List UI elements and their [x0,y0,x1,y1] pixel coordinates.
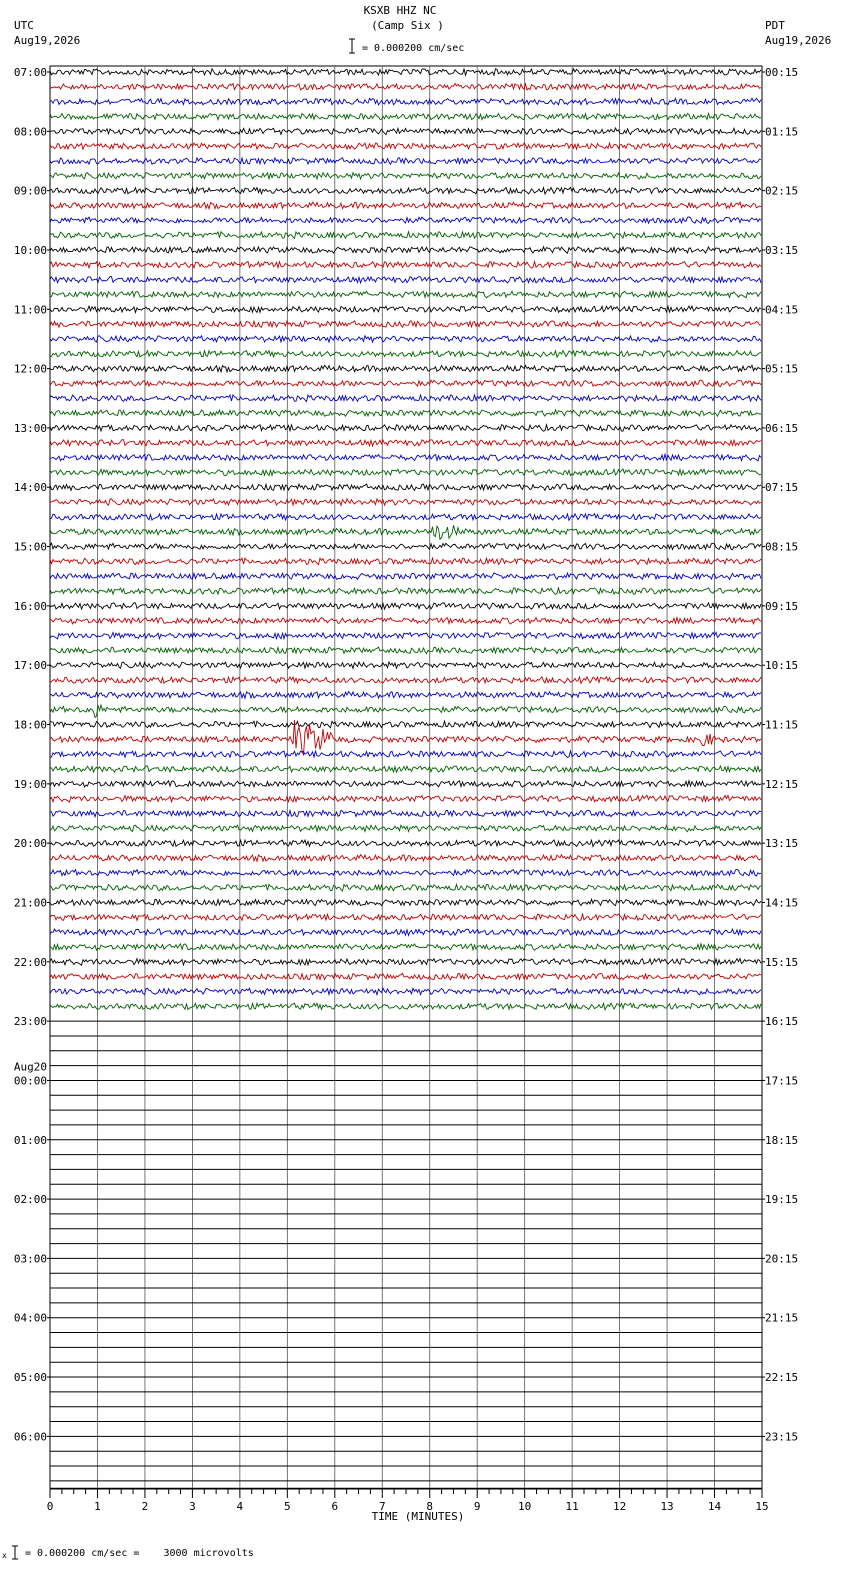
x-tick-label: 12 [612,1500,627,1513]
left-hour-label: 08:00 [13,125,47,139]
right-hour-label: 17:15 [765,1074,799,1088]
right-date: Aug19,2026 [765,34,832,47]
x-tick-label: 2 [141,1500,149,1513]
trace-line [50,351,761,358]
trace-line [50,84,761,90]
x-tick-label: 13 [660,1500,674,1513]
left-hour-label: 09:00 [13,184,47,198]
right-hour-label: 19:15 [765,1193,799,1207]
left-hour-label: 14:00 [13,481,47,495]
left-date-label: Aug20 [13,1060,47,1074]
trace-line [50,603,761,609]
right-hour-label: 07:15 [765,481,799,495]
left-hour-label: 11:00 [13,303,47,317]
left-hour-label: 22:00 [13,955,47,969]
left-hour-label: 12:00 [13,362,47,376]
trace-line [50,440,761,446]
trace-line [50,855,761,862]
trace-line [50,469,761,476]
trace-line [50,662,761,669]
trace-line [50,899,761,905]
trace-line [50,944,761,950]
left-hour-label: 20:00 [13,837,47,851]
trace-line [50,98,761,105]
right-hour-label: 16:15 [765,1015,799,1029]
x-tick-label: 7 [378,1500,386,1513]
left-hour-label: 06:00 [13,1430,47,1444]
svg-text:x: x [2,1551,7,1560]
x-tick-label: 8 [426,1500,434,1513]
trace-line [50,588,761,594]
x-tick-label: 15 [755,1500,769,1513]
right-hour-label: 22:15 [765,1371,799,1385]
trace-line [50,781,761,787]
trace-line [50,720,761,755]
trace-line [50,247,761,253]
trace-line [50,721,761,728]
trace-line [50,884,761,891]
trace-line [50,647,761,654]
trace-line [50,825,761,831]
footer-scale-label: = 0.000200 cm/sec = 3000 microvolts [25,1548,254,1559]
trace-line [50,128,761,135]
trace-line [50,558,761,565]
left-hour-label: 21:00 [13,896,47,910]
right-hour-label: 14:15 [765,896,799,910]
x-tick-label: 9 [473,1500,481,1513]
trace-line [50,336,761,342]
x-tick-label: 14 [707,1500,722,1513]
trace-line [50,973,761,979]
trace-line [50,277,761,283]
left-hour-label: 16:00 [13,599,47,613]
x-axis-label: TIME (MINUTES) [371,1510,465,1523]
trace-line [50,454,761,461]
time-axis-ticks [47,1489,769,1523]
right-hour-label: 13:15 [765,837,799,851]
trace-line [50,499,761,506]
trace-line [50,1003,761,1010]
x-tick-label: 6 [331,1500,339,1513]
trace-line [50,573,761,579]
left-hour-label: 15:00 [13,540,47,554]
right-hour-label: 23:15 [765,1430,799,1444]
trace-line [50,217,761,224]
trace-line [50,525,761,539]
trace-line [50,705,761,717]
trace-line [50,751,761,758]
footer-scale-bar-icon [2,1546,18,1560]
trace-line [50,173,761,180]
trace-lines [50,69,762,1481]
trace-line [50,618,761,624]
right-hour-label: 04:15 [765,303,799,317]
trace-line [50,914,761,921]
trace-line [50,380,761,387]
trace-line [50,321,761,327]
trace-line [50,306,761,313]
station-title: KSXB HHZ NC [363,4,437,17]
left-hour-label: 03:00 [13,1252,47,1266]
left-hour-label: 19:00 [13,777,47,791]
right-hour-label: 08:15 [765,540,799,554]
right-hour-label: 00:15 [765,66,799,79]
trace-line [50,484,761,490]
right-hour-label: 18:15 [765,1133,799,1147]
trace-line [50,158,761,165]
trace-line [50,291,761,298]
right-hour-label: 20:15 [765,1252,799,1266]
trace-line [50,632,761,639]
hour-labels [14,66,798,1443]
x-tick-label: 11 [565,1500,579,1513]
trace-line [50,425,761,432]
left-hour-label: 02:00 [13,1193,47,1207]
left-hour-label: 17:00 [13,659,47,673]
right-timezone: PDT [765,19,785,32]
trace-line [50,410,761,416]
left-hour-label: 13:00 [13,421,47,435]
trace-line [50,232,761,239]
left-hour-label: 04:00 [13,1311,47,1325]
left-hour-label: 23:00 [13,1015,47,1029]
trace-line [50,988,761,995]
x-tick-label: 4 [236,1500,244,1513]
trace-line [50,870,761,877]
left-hour-label: 07:00 [13,66,47,79]
scale-label: = 0.000200 cm/sec [362,43,465,54]
trace-line [50,143,761,149]
trace-line [50,395,761,402]
left-hour-label: 05:00 [13,1371,47,1385]
right-hour-label: 11:15 [765,718,799,732]
x-tick-label: 5 [284,1500,291,1513]
trace-line [50,929,761,935]
right-hour-label: 09:15 [765,599,799,613]
left-date: Aug19,2026 [14,34,81,47]
right-hour-label: 12:15 [765,777,799,791]
trace-line [50,677,761,684]
left-hour-label: 10:00 [13,243,47,257]
trace-line [50,959,761,966]
trace-line [50,365,761,372]
station-location: (Camp Six ) [371,19,444,32]
trace-line [50,187,761,194]
left-hour-label: 18:00 [13,718,47,732]
trace-line [50,795,761,802]
right-hour-label: 05:15 [765,362,799,376]
trace-line [50,202,761,209]
right-hour-label: 15:15 [765,955,799,969]
trace-line [50,543,761,550]
trace-line [50,810,761,816]
left-timezone: UTC [14,19,34,32]
trace-line [50,514,761,521]
right-hour-label: 06:15 [765,421,799,435]
trace-line [50,69,761,76]
trace-line [50,840,761,847]
x-tick-label: 10 [518,1500,532,1513]
right-hour-label: 02:15 [765,184,799,198]
trace-line [50,766,761,772]
right-hour-label: 03:15 [765,243,799,257]
left-hour-label: 00:00 [13,1074,47,1088]
left-hour-label: 01:00 [13,1133,47,1147]
scale-bar-icon [349,39,355,53]
right-hour-label: 01:15 [765,125,799,139]
x-tick-label: 0 [46,1500,54,1513]
x-tick-label: 1 [94,1500,101,1513]
right-hour-label: 10:15 [765,659,799,673]
trace-line [50,113,761,119]
trace-line [50,262,761,269]
trace-line [50,692,761,699]
x-tick-label: 3 [189,1500,196,1513]
right-hour-label: 21:15 [765,1311,799,1325]
